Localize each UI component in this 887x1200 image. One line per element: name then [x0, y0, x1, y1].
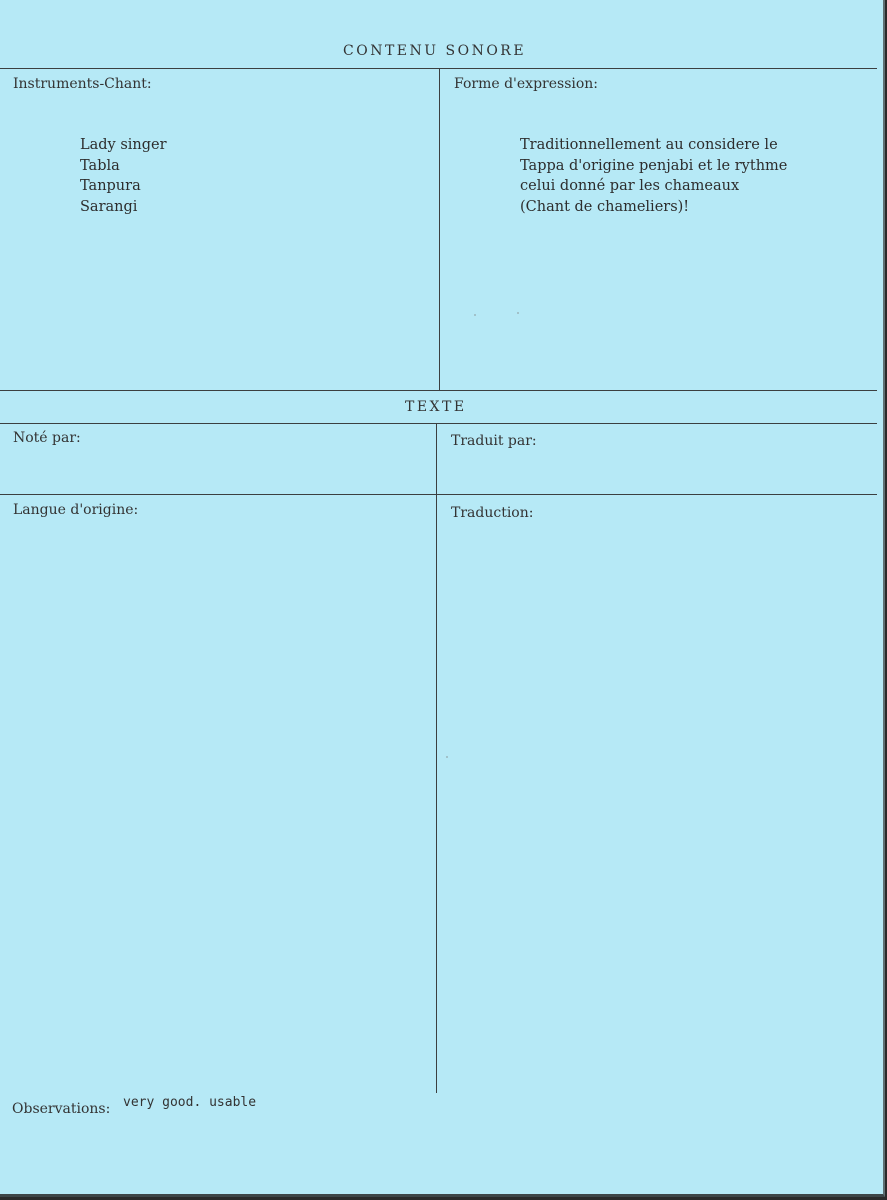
list-item: Lady singer: [80, 137, 167, 153]
divider-langue: [0, 494, 877, 495]
note-par-label: Noté par:: [13, 430, 81, 446]
instruments-label: Instruments-Chant:: [13, 76, 152, 92]
forme-expression-label: Forme d'expression:: [454, 76, 599, 92]
text-line: celui donné par les chameaux: [520, 178, 740, 194]
paper-speck: [517, 312, 519, 314]
texte-heading: TEXTE: [405, 399, 467, 415]
observations-label: Observations:: [12, 1101, 111, 1117]
text-line: Tappa d'origine penjabi et le rythme: [520, 157, 788, 174]
langue-origine-label: Langue d'origine:: [13, 502, 139, 518]
divider-vertical-upper: [439, 68, 440, 390]
text-line: Traditionnellement au considere le: [520, 137, 778, 153]
instruments-list: [80, 135, 167, 217]
observations-value: very good. usable: [123, 1095, 257, 1110]
traduction-label: Traduction:: [451, 505, 534, 521]
paper-speck: [474, 314, 476, 316]
divider-texte-bottom: [0, 423, 877, 424]
forme-expression-text: [520, 135, 787, 217]
divider-vertical-lower: [436, 423, 437, 1093]
traduit-par-label: Traduit par:: [451, 433, 537, 449]
paper-speck: [446, 756, 448, 758]
list-item: Tanpura: [80, 178, 141, 194]
text-line: (Chant de chameliers)!: [520, 198, 690, 215]
divider-texte-top: [0, 390, 877, 391]
contenu-sonore-heading: CONTENU SONORE: [343, 43, 527, 59]
list-item: Tabla: [80, 157, 120, 174]
list-item: Sarangi: [80, 198, 138, 215]
